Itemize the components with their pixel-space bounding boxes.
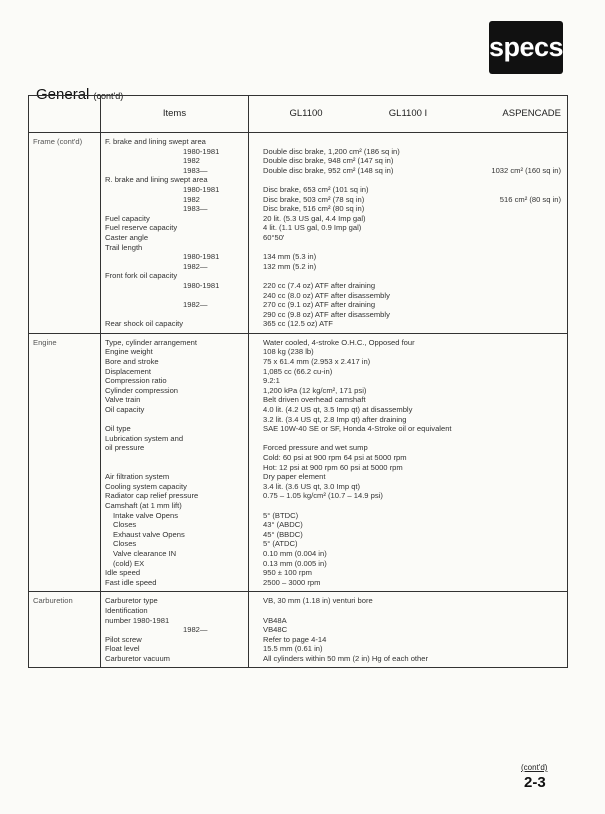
item-label: Front fork oil capacity [105, 271, 178, 281]
item-label: Engine weight [105, 347, 153, 357]
value-row [253, 482, 563, 492]
value-text: 4 lit. (1.1 US gal, 0.9 Imp gal) [263, 223, 362, 233]
value-row [253, 472, 563, 482]
value-row [253, 415, 563, 425]
value-row [253, 625, 563, 635]
item-label: 1982 [183, 156, 200, 166]
item-label: Oil type [105, 424, 131, 434]
value-row [253, 223, 563, 233]
item-label: Camshaft (at 1 mm lift) [105, 500, 182, 510]
value-row [253, 405, 563, 415]
aspencade-value: 516 cm² (80 sq in) [499, 194, 561, 204]
header-gl1100i: GL1100 I [388, 108, 428, 120]
item-label: 1983— [183, 204, 208, 214]
page-number: 2-3 [524, 774, 546, 791]
item-label: Oil capacity [105, 405, 145, 415]
value-row [253, 539, 563, 549]
value-row [253, 635, 563, 645]
table-header-row [29, 96, 568, 133]
item-label: Displacement [105, 366, 152, 376]
value-text: Double disc brake, 1,200 cm² (186 sq in) [263, 146, 400, 156]
value-row [253, 386, 563, 396]
value-text: 75 x 61.4 mm (2.953 x 2.417 in) [263, 357, 371, 367]
value-row [253, 434, 563, 444]
item-label: Type, cylinder arrangement [105, 337, 198, 347]
value-row [253, 243, 563, 253]
item-label: Fast idle speed [105, 577, 157, 587]
item-label: R. brake and lining swept area [105, 175, 208, 185]
item-label: Lubrication system and [105, 433, 184, 443]
value-row [253, 530, 563, 540]
item-label: Cylinder compression [105, 385, 179, 395]
value-text: 15.5 mm (0.61 in) [263, 644, 323, 654]
value-text: Disc brake, 503 cm² (78 sq in) [263, 194, 365, 204]
section-title-text: General [36, 86, 90, 103]
section-label: Engine [29, 333, 101, 591]
specs-tab: specs [489, 21, 563, 74]
value-text: VB48C [263, 625, 288, 635]
value-text: Refer to page 4-14 [263, 634, 327, 644]
item-label: Pilot screw [105, 634, 142, 644]
value-row [253, 453, 563, 463]
value-text: SAE 10W-40 SE or SF, Honda 4-Stroke oil or equivalent [263, 424, 452, 434]
value-row [253, 281, 563, 291]
item-label: Valve clearance IN [113, 548, 177, 558]
value-text: All cylinders within 50 mm (2 in) Hg of each other [263, 653, 429, 663]
value-row [253, 501, 563, 511]
value-row [253, 300, 563, 310]
header-items: Items [101, 96, 249, 133]
value-row [253, 137, 563, 147]
value-text: 5° (BTDC) [263, 510, 299, 520]
item-label [105, 453, 244, 463]
item-label: Bore and stroke [105, 357, 159, 367]
value-text: 0.13 mm (0.005 in) [263, 558, 327, 568]
aspencade-value: 1032 cm² (160 sq in) [491, 165, 561, 175]
value-row [253, 644, 563, 654]
value-row [253, 291, 563, 301]
value-row [253, 511, 563, 521]
item-label [105, 415, 244, 425]
value-text: 0.75 – 1.05 kg/cm² (10.7 – 14.9 psi) [263, 491, 383, 501]
value-text: Dry paper element [263, 472, 326, 482]
value-row [253, 175, 563, 185]
value-text: Double disc brake, 952 cm² (148 sq in) [263, 165, 394, 175]
value-text: 2500 – 3000 rpm [263, 577, 321, 587]
item-label: F. brake and lining swept area [105, 137, 206, 146]
item-label: Caster angle [105, 232, 149, 242]
item-label: Idle speed [105, 568, 141, 578]
value-text: 3.2 lit. (3.4 US qt, 2.8 Imp qt) after draining [263, 414, 407, 424]
item-label: 1982— [183, 261, 208, 271]
value-row [253, 606, 563, 616]
item-label: 1982— [183, 300, 208, 310]
value-row [253, 549, 563, 559]
value-row [253, 185, 563, 195]
value-text: 9.2:1 [263, 376, 280, 386]
value-row [253, 347, 563, 357]
spec-body [29, 133, 568, 668]
item-label: Fuel reserve capacity [105, 223, 178, 233]
value-text: 240 cc (8.0 oz) ATF after disassembly [263, 290, 390, 300]
item-label [105, 310, 244, 320]
value-text: 132 mm (5.2 in) [263, 261, 317, 271]
value-row [253, 319, 563, 329]
item-label: Float level [105, 644, 140, 654]
item-label: Intake valve Opens [113, 510, 179, 520]
spec-table [28, 95, 568, 668]
value-row [253, 568, 563, 578]
value-row [253, 357, 563, 367]
value-row [253, 252, 563, 262]
value-text: 0.10 mm (0.004 in) [263, 548, 327, 558]
value-row [253, 491, 563, 501]
value-row [253, 156, 563, 166]
value-text: 45° (BBDC) [263, 529, 303, 539]
header-aspencade: ASPENCADE [502, 108, 561, 120]
value-text: 1,085 cc (66.2 cu-in) [263, 366, 333, 376]
value-text: Hot: 12 psi at 900 rpm 60 psi at 5000 rpm [263, 462, 403, 472]
value-text: Water cooled, 4-stroke O.H.C., Opposed four [263, 337, 415, 347]
value-text: 950 ± 100 rpm [263, 568, 312, 578]
value-text: Disc brake, 653 cm² (101 sq in) [263, 184, 369, 194]
value-text: 365 cc (12.5 oz) ATF [263, 319, 333, 329]
value-text: 220 cc (7.4 oz) ATF after draining [263, 280, 376, 290]
value-text: 108 kg (238 lb) [263, 347, 314, 357]
value-row [253, 463, 563, 473]
value-text: Belt driven overhead camshaft [263, 395, 366, 405]
value-text: VB, 30 mm (1.18 in) venturi bore [263, 596, 373, 606]
value-text: 3.4 lit. (3.6 US qt, 3.0 Imp qt) [263, 481, 361, 491]
value-row [253, 520, 563, 530]
value-row [253, 424, 563, 434]
item-label: 1980-1981 [183, 146, 220, 156]
section-items [101, 333, 249, 591]
value-text: 20 lit. (5.3 US gal, 4.4 Imp gal) [263, 213, 366, 223]
value-row [253, 233, 563, 243]
item-label: 1980-1981 [183, 280, 220, 290]
item-label: Carburetor type [105, 596, 158, 606]
section-items [101, 592, 249, 668]
item-label: (cold) EX [113, 558, 145, 568]
value-row [253, 338, 563, 348]
item-label: 1983— [183, 165, 208, 175]
value-text: 5° (ATDC) [263, 539, 298, 549]
item-label: Air filtration system [105, 472, 170, 482]
section-values [249, 133, 568, 334]
value-text: 134 mm (5.3 in) [263, 252, 317, 262]
header-models [249, 96, 568, 133]
value-text: Disc brake, 516 cm² (80 sq in) [263, 204, 365, 214]
item-label: 1982 [183, 194, 200, 204]
value-row [253, 147, 563, 157]
value-row [253, 310, 563, 320]
section-values [249, 592, 568, 668]
value-text: 60°50' [263, 232, 285, 242]
item-label: Compression ratio [105, 376, 167, 386]
value-row [253, 262, 563, 272]
value-row [253, 367, 563, 377]
value-text: Cold: 60 psi at 900 rpm 64 psi at 5000 rpm [263, 453, 407, 462]
value-row [253, 578, 563, 588]
value-text: VB48A [263, 615, 287, 625]
section-title-sub: (cont'd) [93, 91, 124, 101]
value-row [253, 204, 563, 214]
value-text: 4.0 lit. (4.2 US qt, 3.5 Imp qt) at disassembly [263, 405, 413, 415]
item-label: Identification [105, 605, 148, 615]
header-blank [29, 96, 101, 133]
value-text: Forced pressure and wet sump [263, 443, 368, 453]
value-row [253, 195, 563, 205]
item-label: Carburetor vacuum [105, 653, 170, 663]
item-label: Exhaust valve Opens [113, 529, 185, 539]
section-row [29, 133, 568, 334]
item-label: Closes [113, 520, 137, 530]
value-text: 290 cc (9.8 oz) ATF after disassembly [263, 309, 390, 319]
value-row [253, 271, 563, 281]
value-text: Double disc brake, 948 cm² (147 sq in) [263, 156, 394, 166]
item-label: Radiator cap relief pressure [105, 491, 199, 501]
section-row [29, 333, 568, 591]
item-label: Closes [113, 539, 137, 549]
value-row [253, 559, 563, 569]
value-row [253, 214, 563, 224]
value-text: 43° (ABDC) [263, 520, 303, 530]
value-row [253, 395, 563, 405]
item-label: oil pressure [105, 443, 145, 453]
value-row [253, 443, 563, 453]
item-label: 1982— [183, 625, 208, 635]
item-label: 1980-1981 [183, 252, 220, 262]
value-row [253, 654, 563, 664]
value-row [253, 166, 563, 176]
value-row [253, 376, 563, 386]
footer-contd: (cont'd) [521, 763, 548, 772]
section-items [101, 133, 249, 334]
section-row [29, 592, 568, 668]
section-label: Frame (cont'd) [29, 133, 101, 334]
item-label: Trail length [105, 242, 143, 252]
item-label: Fuel capacity [105, 213, 150, 223]
item-label [105, 463, 244, 473]
item-label: Valve train [105, 395, 141, 405]
value-text: 270 cc (9.1 oz) ATF after draining [263, 300, 376, 310]
section-values [249, 333, 568, 591]
value-text: 1,200 kPa (12 kg/cm², 171 psi) [263, 385, 367, 395]
item-label: 1980-1981 [183, 184, 220, 194]
header-gl1100: GL1100 [289, 108, 323, 120]
item-label: number 1980-1981 [105, 615, 170, 625]
item-label: Cooling system capacity [105, 481, 187, 491]
value-row [253, 596, 563, 606]
section-label: Carburetion [29, 592, 101, 668]
value-row [253, 616, 563, 626]
item-label: Rear shock oil capacity [105, 319, 184, 329]
item-label [105, 291, 244, 301]
